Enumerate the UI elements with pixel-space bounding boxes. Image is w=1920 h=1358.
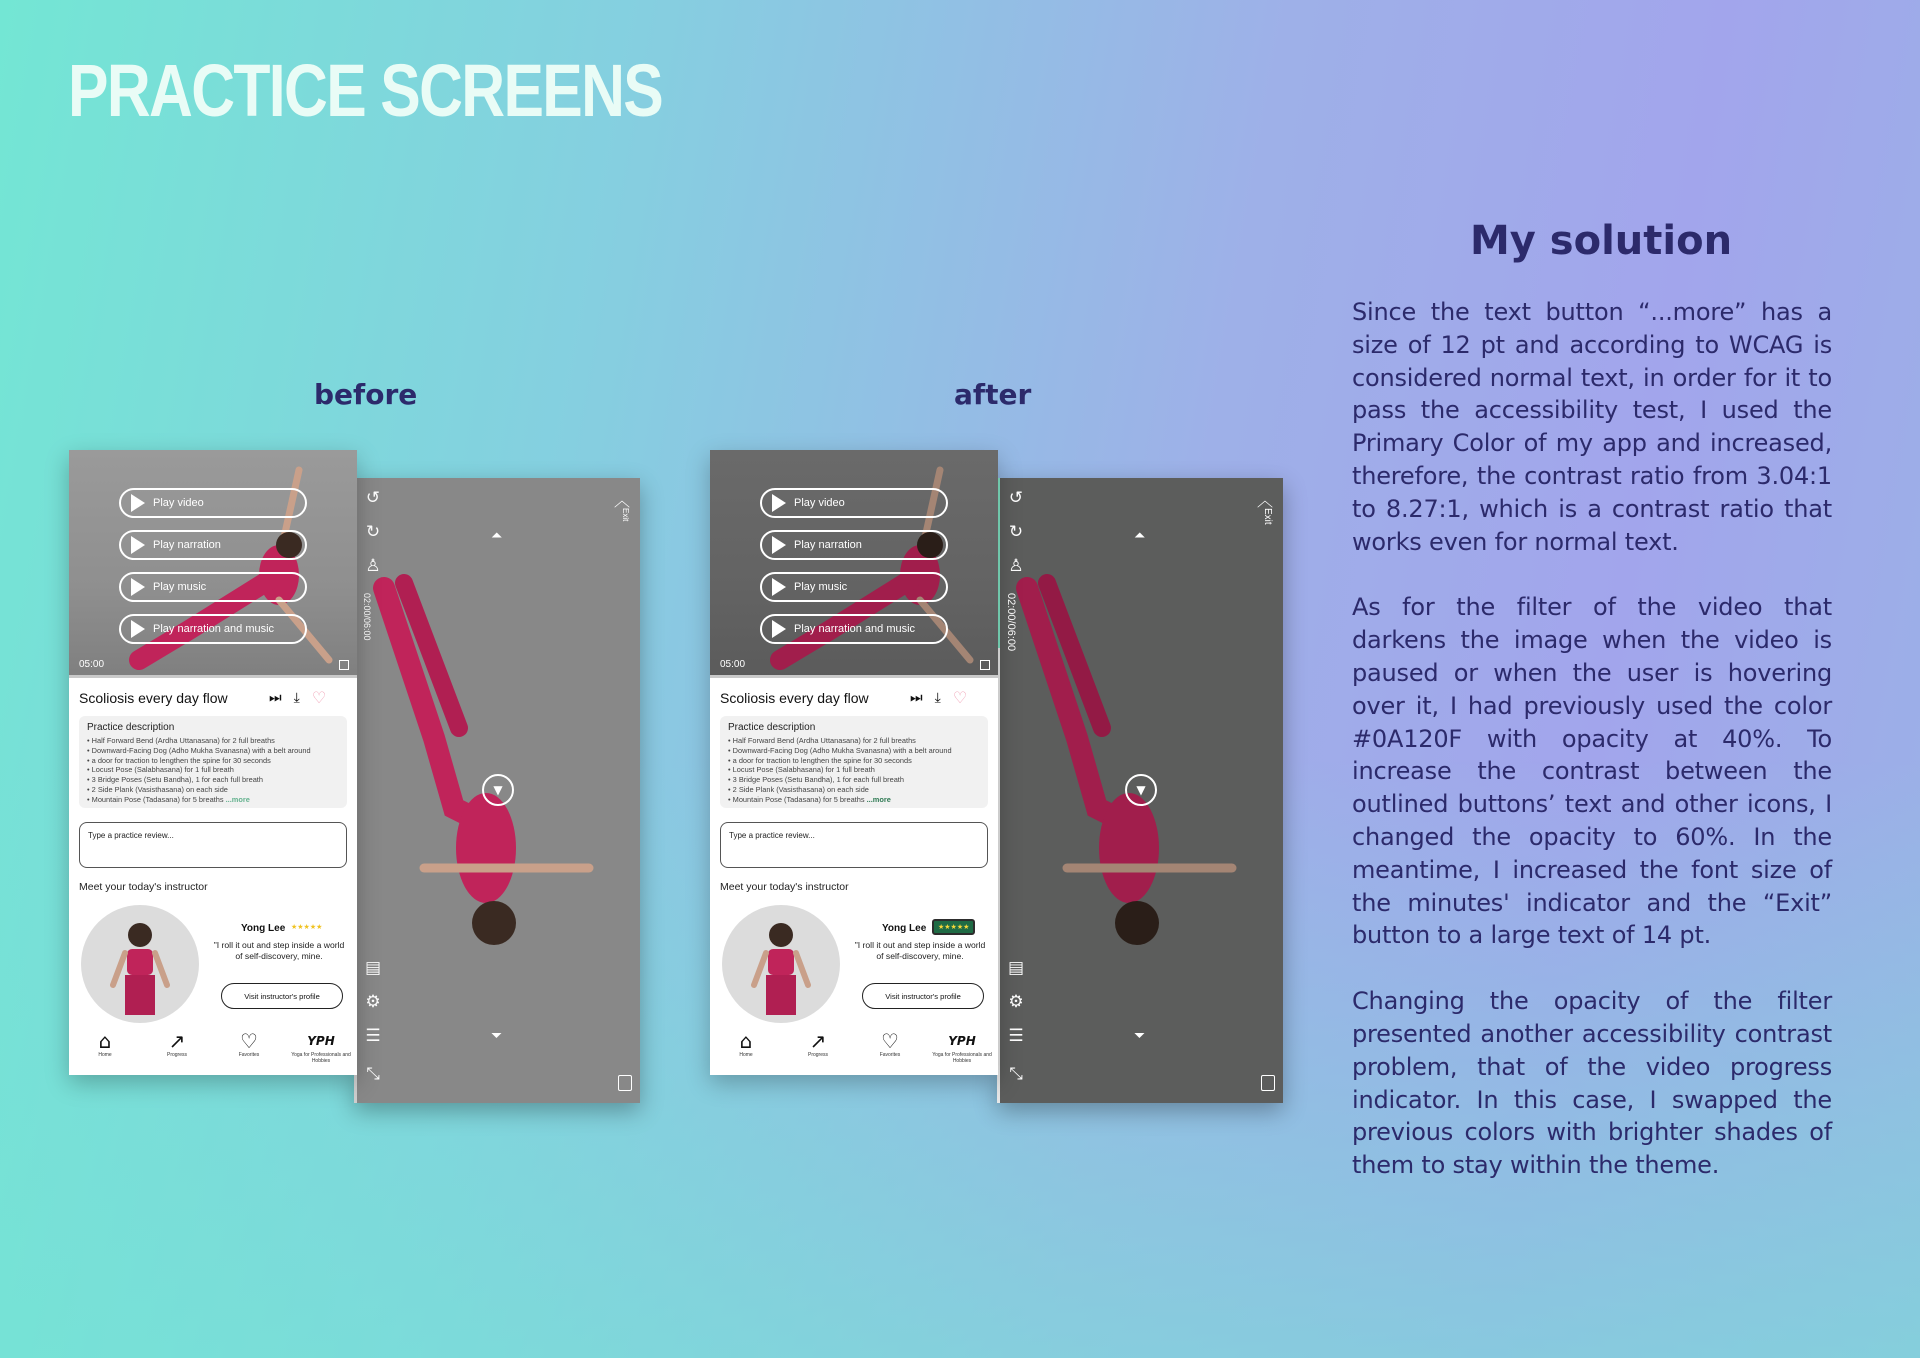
chevron-up-icon[interactable]: ︿ <box>1256 491 1273 510</box>
meet-instructor-label: Meet your today's instructor <box>79 881 208 893</box>
landscape-player-before <box>354 478 640 1103</box>
more-button[interactable]: ...more <box>866 794 891 804</box>
after-label: after <box>954 378 1032 411</box>
solution-title: My solution <box>1470 218 1733 264</box>
before-label: before <box>314 378 418 411</box>
nav-item-favorites[interactable]: ♡ Favorites <box>238 1029 260 1058</box>
list-item: • 3 Bridge Poses (Setu Bandha), 1 for each full breath <box>728 775 980 785</box>
landscape-player-after <box>997 478 1283 1103</box>
video-progress-bar[interactable] <box>710 675 998 678</box>
skip-start-icon[interactable]: ⏶ <box>491 528 503 544</box>
bottom-nav <box>69 1030 357 1072</box>
visit-profile-button[interactable]: Visit instructor's profile <box>862 983 984 1009</box>
nav-item-home[interactable]: ⌂ Home <box>739 1029 753 1058</box>
review-input[interactable]: Type a practice review... <box>720 822 988 868</box>
list-item: • Half Forward Bend (Ardha Uttanasana) for 2 full breaths <box>728 736 980 746</box>
heart-icon[interactable]: ♡ <box>952 688 968 707</box>
list-item: • Downward-Facing Dog (Adho Mukha Svanasna) with a belt around <box>87 746 339 756</box>
collapse-icon[interactable]: ⤡ <box>1009 1064 1023 1084</box>
list-item: • a door for traction to lengthen the spine for 30 seconds <box>728 756 980 766</box>
heart-icon: ♡ <box>240 1029 258 1053</box>
play-icon <box>772 578 786 596</box>
heart-icon: ♡ <box>881 1029 899 1053</box>
more-button[interactable]: ...more <box>225 794 250 804</box>
list-item: • 3 Bridge Poses (Setu Bandha), 1 for each full breath <box>87 775 339 785</box>
bottom-nav <box>710 1030 998 1072</box>
video-time: 05:00 <box>720 659 746 670</box>
instructor-avatar <box>722 905 840 1023</box>
rewind-15-icon[interactable]: ↺ <box>365 488 381 508</box>
list-item: • 2 Side Plank (Vasisthasana) on each side <box>728 785 980 795</box>
play-icon <box>131 620 145 638</box>
download-icon[interactable]: ⤓ <box>293 689 300 706</box>
play-narration-and-music-button[interactable]: Play narration and music <box>760 614 948 644</box>
video-player[interactable] <box>69 450 357 678</box>
rating-stars: ★★★★★ <box>932 919 975 935</box>
progress-icon: ↗ <box>168 1029 186 1053</box>
skip-next-icon[interactable]: ⏭ <box>269 689 282 706</box>
play-narration-button[interactable]: Play narration <box>760 530 948 560</box>
play-video-button[interactable]: Play video <box>119 488 307 518</box>
download-icon[interactable]: ⤓ <box>934 689 941 706</box>
skip-end-icon[interactable]: ⏷ <box>1134 1028 1146 1044</box>
instructor-quote: "I roll it out and step inside a world of self-discovery, mine. <box>213 940 345 961</box>
settings-icon[interactable]: ⚙ <box>365 992 381 1012</box>
solution-paragraph: As for the filter of the video that darkens the image when the video is paused or when the user is hovering over it, I had previously used the color #0A120F with opacity at 40%. To increase the contrast between the outlined buttons’ text and other icons, I changed the opacity to 60%. In the meantime, I increased the font size of the minutes' indicator and the “Exit” button to a large text of 14 pt. <box>1352 593 1832 950</box>
meet-instructor-label: Meet your today's instructor <box>720 881 849 893</box>
skip-end-icon[interactable]: ⏷ <box>491 1028 503 1044</box>
list-item: • Half Forward Bend (Ardha Uttanasana) for 2 full breaths <box>87 736 339 746</box>
home-icon: ⌂ <box>739 1029 753 1053</box>
description-heading: Practice description <box>728 722 816 733</box>
description-heading: Practice description <box>87 722 175 733</box>
play-video-button[interactable]: Play video <box>760 488 948 518</box>
instructor-name: Yong Lee <box>882 923 927 934</box>
skip-next-icon[interactable]: ⏭ <box>910 689 923 706</box>
document-icon[interactable] <box>1261 1075 1275 1091</box>
play-icon <box>772 536 786 554</box>
play-icon <box>131 578 145 596</box>
play-icon <box>772 620 786 638</box>
play-narration-and-music-button[interactable]: Play narration and music <box>119 614 307 644</box>
narration-icon[interactable]: ♙ <box>365 556 381 576</box>
play-icon <box>772 494 786 512</box>
minutes-indicator: 02:00/06:00 <box>1005 593 1017 652</box>
exit-button[interactable]: Exit <box>1262 508 1273 525</box>
home-icon: ⌂ <box>98 1029 112 1053</box>
chevron-up-icon[interactable]: ︿ <box>613 491 630 510</box>
phone-screen-after <box>710 450 998 1075</box>
nav-item-home[interactable]: ⌂ Home <box>98 1029 112 1058</box>
fullscreen-icon[interactable] <box>339 660 349 670</box>
document-icon[interactable] <box>618 1075 632 1091</box>
practice-description <box>79 716 347 808</box>
play-icon <box>131 494 145 512</box>
play-pause-icon[interactable]: ▼ <box>482 774 514 806</box>
video-progress-bar[interactable] <box>69 675 357 678</box>
play-music-button[interactable]: Play music <box>119 572 307 602</box>
exit-button[interactable]: Exit <box>621 508 630 522</box>
subtitles-icon[interactable]: ☰ <box>365 1026 381 1046</box>
minutes-indicator: 02:00/06:00 <box>362 593 372 641</box>
ypph-logo-icon: YPH <box>948 1034 976 1048</box>
heart-icon[interactable]: ♡ <box>311 688 327 707</box>
instructor-avatar <box>81 905 199 1023</box>
nav-item-progress[interactable]: ↗ Progress <box>166 1029 187 1058</box>
solution-paragraph: Since the text button “...more” has a size of 12 pt and according to WCAG is considered normal text, in order for it to pass the accessibility test, I used the Primary Color of my app and increased, therefore, the contrast ratio from 3.04:1 to 8.27:1, which is a contrast ratio that works even for normal text. <box>1352 298 1832 556</box>
play-icon <box>131 536 145 554</box>
review-input[interactable]: Type a practice review... <box>79 822 347 868</box>
instructor-quote: "I roll it out and step inside a world of self-discovery, mine. <box>854 940 986 961</box>
narration-icon[interactable]: ♙ <box>1008 556 1024 576</box>
practice-description <box>720 716 988 808</box>
solution-text <box>1352 296 1832 1215</box>
list-item: • Mountain Pose (Tadasana) for 5 breaths ...more <box>87 795 339 805</box>
list-item: • 2 Side Plank (Vasisthasana) on each side <box>87 785 339 795</box>
list-item: • a door for traction to lengthen the spine for 30 seconds <box>87 756 339 766</box>
visit-profile-button[interactable]: Visit instructor's profile <box>221 983 343 1009</box>
list-item: • Locust Pose (Salabhasana) for 1 full breath <box>87 765 339 775</box>
fullscreen-icon[interactable] <box>980 660 990 670</box>
rewind-15-icon[interactable]: ↺ <box>1008 488 1024 508</box>
play-narration-button[interactable]: Play narration <box>119 530 307 560</box>
info-icon[interactable]: ▤ <box>364 958 382 978</box>
forward-15-icon[interactable]: ↻ <box>1008 522 1024 542</box>
list-item: • Locust Pose (Salabhasana) for 1 full breath <box>728 765 980 775</box>
nav-item-progress[interactable]: ↗ Progress <box>807 1029 828 1058</box>
rating-stars: ★★★★★ <box>291 923 323 931</box>
play-music-button[interactable]: Play music <box>760 572 948 602</box>
video-time: 05:00 <box>79 659 105 670</box>
nav-item-profile[interactable]: YPH Yoga for Professionals and Hobbies <box>926 1030 998 1072</box>
info-icon[interactable]: ▤ <box>1007 958 1025 978</box>
video-player[interactable] <box>710 450 998 678</box>
practice-title: Scoliosis every day flow <box>720 690 869 706</box>
nav-item-favorites[interactable]: ♡ Favorites <box>879 1029 901 1058</box>
collapse-icon[interactable]: ⤡ <box>366 1064 380 1084</box>
page-title: PRACTICE SCREENS <box>68 49 663 132</box>
subtitles-icon[interactable]: ☰ <box>1008 1026 1024 1046</box>
ypph-logo-icon: YPH <box>307 1034 335 1048</box>
list-item: • Downward-Facing Dog (Adho Mukha Svanasna) with a belt around <box>728 746 980 756</box>
list-item: • Mountain Pose (Tadasana) for 5 breaths ...more <box>728 795 980 805</box>
practice-title: Scoliosis every day flow <box>79 690 228 706</box>
progress-icon: ↗ <box>809 1029 827 1053</box>
instructor-name: Yong Lee <box>241 923 286 934</box>
skip-start-icon[interactable]: ⏶ <box>1134 528 1146 544</box>
nav-item-profile[interactable]: YPH Yoga for Professionals and Hobbies <box>285 1030 357 1072</box>
phone-screen-before <box>69 450 357 1075</box>
play-pause-icon[interactable]: ▼ <box>1125 774 1157 806</box>
settings-icon[interactable]: ⚙ <box>1008 992 1024 1012</box>
solution-paragraph: Changing the opacity of the filter presented another accessibility contrast problem, that of the video progress indicator. In this case, I swapped the previous colors with brighter shades of them to stay within the theme. <box>1352 987 1832 1180</box>
forward-15-icon[interactable]: ↻ <box>365 522 381 542</box>
